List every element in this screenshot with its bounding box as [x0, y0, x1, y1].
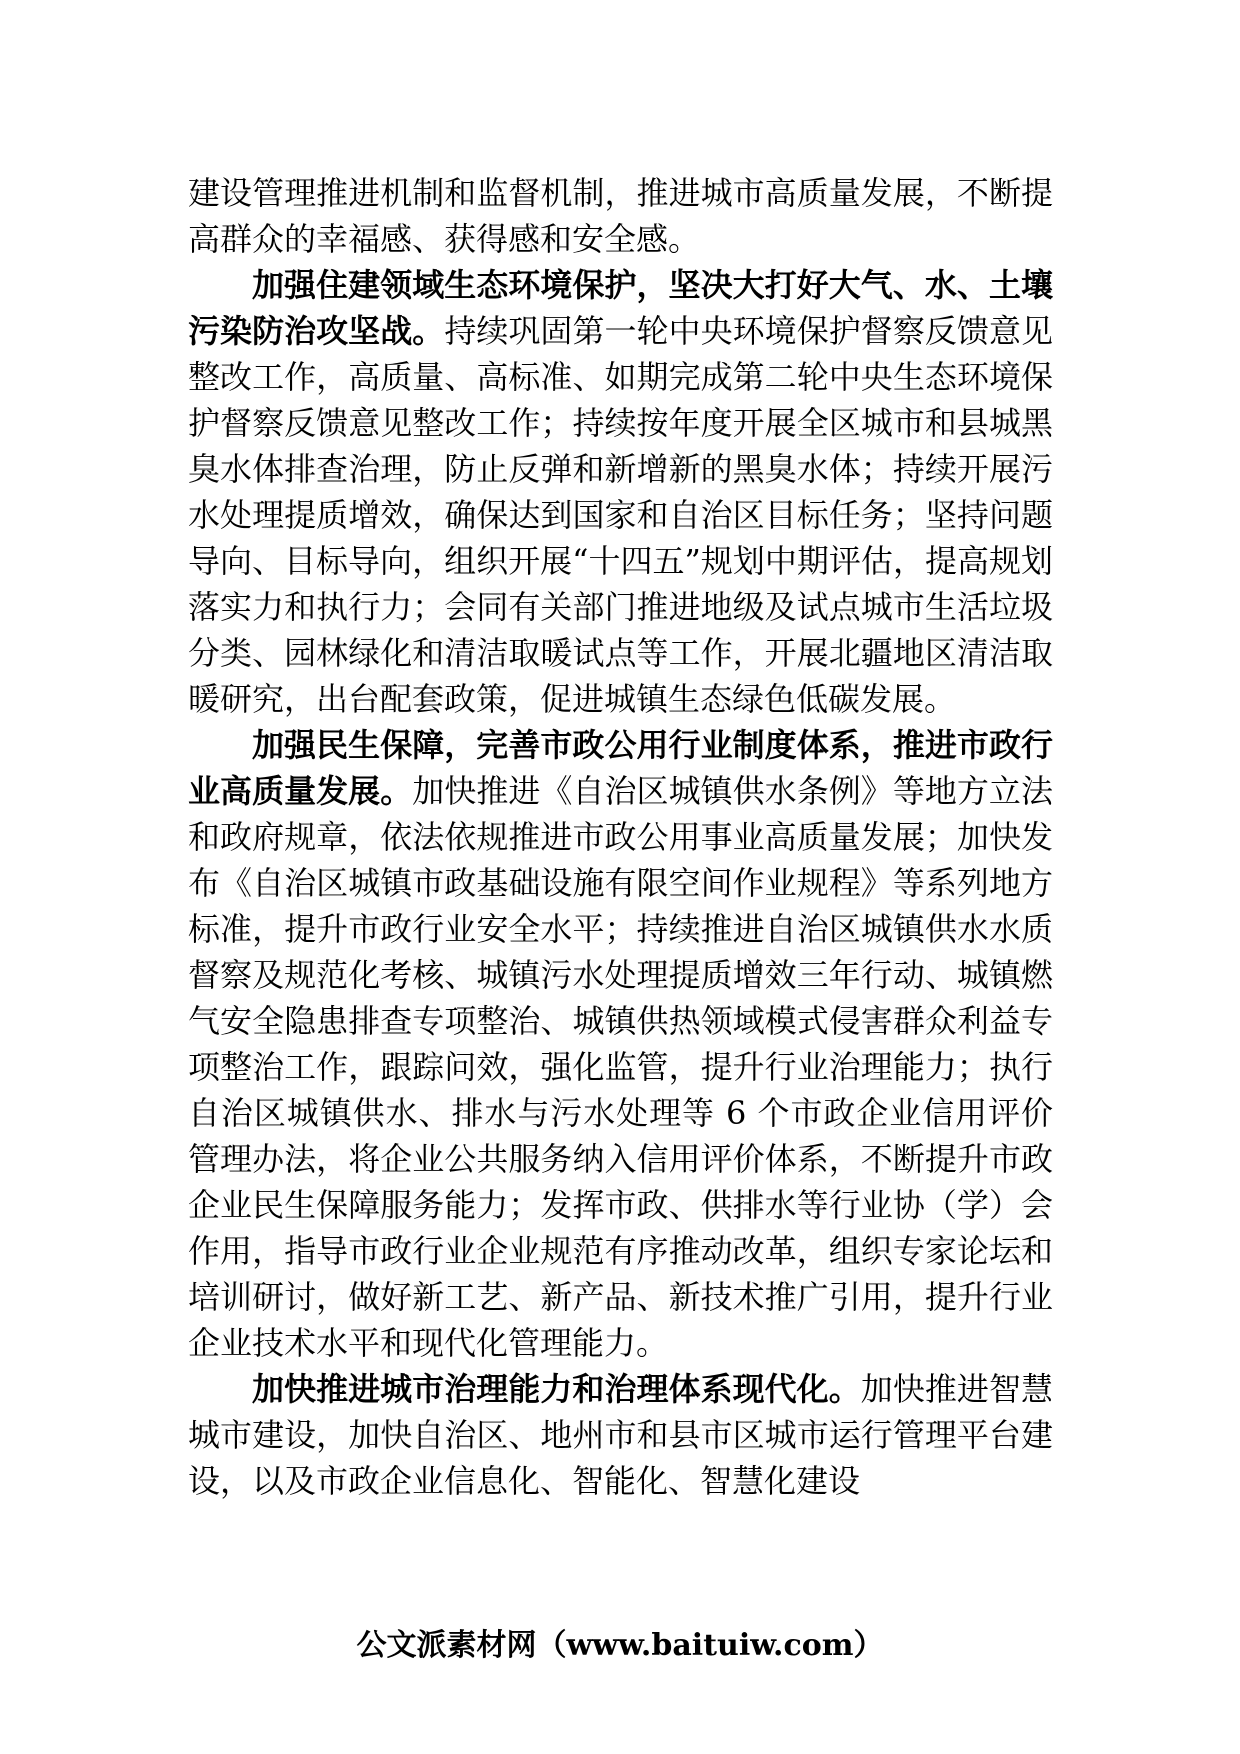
document-body — [188, 170, 1053, 1504]
paragraph-text: 建设管理推进机制和监督机制，推进城市高质量发展，不断提高群众的幸福感、获得感和安全感。 — [188, 174, 1053, 258]
paragraph-ecology — [188, 262, 1053, 722]
paragraph-text: 加快推进《自治区城镇供水条例》等地方立法和政府规章，依法依规推进市政公用事业高质量发展；加快发布《自治区城镇市政基础设施有限空间作业规程》等系列地方标准，提升市政行业安全水平；持续推进自治区城镇供水水质督察及规范化考核、城镇污水处理提质增效三年行动、城镇燃气安全隐患排查专项整治、城镇供热领域模式侵害群众利益专项整治工作，跟踪问效，强化监管，提升行业治理能力；执行自治区城镇供水、排水与污水处理等 6 个市政企业信用评价管理办法，将企业公共服务纳入信用评价体系，不断提升市政企业民生保障服务能力；发挥市政、供排水等行业协（学）会作用，指导市政行业企业规范有序推动改革，组织专家论坛和培训研讨，做好新工艺、新产品、新技术推广引用，提升行业企业技术水平和现代化管理能力。 — [188, 772, 1053, 1362]
paragraph-lead-heading: 加强住建领域生态环境保护，坚决大打好大气、水、土壤污染防治攻坚战。 — [188, 266, 1053, 350]
paragraph-lead-heading: 加快推进城市治理能力和治理体系现代化。 — [252, 1370, 861, 1408]
paragraph-lead-heading: 加强民生保障，完善市政公用行业制度体系，推进市政行业高质量发展。 — [188, 726, 1053, 810]
page-footer — [0, 1620, 1240, 1664]
paragraph-municipal — [188, 722, 1053, 1366]
footer-source-text: 公文派素材网（www.baituiw.com） — [356, 1628, 884, 1663]
paragraph-governance — [188, 1366, 1053, 1504]
paragraph-text: 加快推进智慧城市建设，加快自治区、地州市和县市区城市运行管理平台建设，以及市政企业信息化、智能化、智慧化建设 — [188, 1370, 1053, 1500]
paragraph-continuation — [188, 170, 1053, 262]
paragraph-text: 持续巩固第一轮中央环境保护督察反馈意见整改工作，高质量、高标准、如期完成第二轮中央生态环境保护督察反馈意见整改工作；持续按年度开展全区城市和县城黑臭水体排查治理，防止反弹和新增新的黑臭水体；持续开展污水处理提质增效，确保达到国家和自治区目标任务；坚持问题导向、目标导向，组织开展“十四五”规划中期评估，提高规划落实力和执行力；会同有关部门推进地级及试点城市生活垃圾分类、园林绿化和清洁取暖试点等工作，开展北疆地区清洁取暖研究，出台配套政策，促进城镇生态绿色低碳发展。 — [188, 312, 1053, 718]
